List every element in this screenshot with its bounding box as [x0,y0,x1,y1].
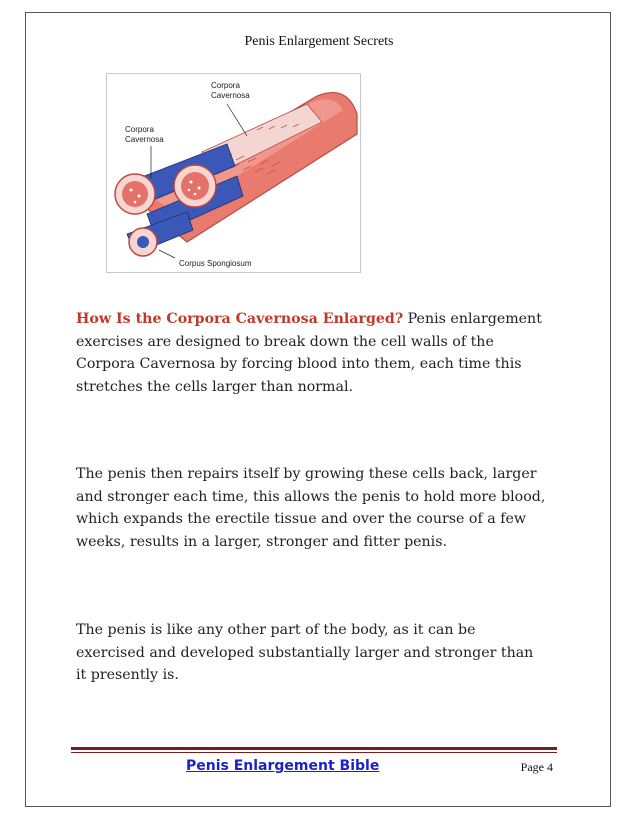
cross-section-bottom-core [137,236,149,248]
label-left-line1: Corpora [125,125,154,134]
paragraph-1 [76,308,546,398]
footer-page-number: Page 4 [520,760,553,774]
leader-line-top [227,104,247,136]
paragraph-1-body: Penis enlargement exercises are designed to break down the cell walls of the Corpora Cavernosa by forcing blood into them, each time this stretches the cells larger than normal. [76,311,542,395]
page-header: Penis Enlargement Secrets [244,34,394,49]
footer-rule-thick [71,747,557,750]
label-top-line1: Corpora [211,81,240,90]
label-top-line2: Cavernosa [211,91,250,100]
leader-line-bottom [159,250,175,258]
footer-rule-thin [71,752,557,753]
footer-book-title[interactable]: Penis Enlargement Bible [186,758,380,774]
paragraph-2: The penis then repairs itself by growing these cells back, larger and stronger each time, this allows the penis to hold more blood, which expands the erectile tissue and over the course of a few weeks, results in a larger, stronger and fitter penis. [76,466,546,550]
paragraph-1-heading: How Is the Corpora Cavernosa Enlarged? [76,311,404,327]
cross-section-right-core [181,172,209,200]
anatomy-illustration [106,73,361,273]
paragraph-3: The penis is like any other part of the body, as it can be exercised and developed substantially larger and stronger than it presently is. [76,622,534,683]
label-left-line2: Cavernosa [125,135,164,144]
anatomy-diagram [107,74,360,272]
label-bottom: Corpus Spongiosum [179,259,252,268]
